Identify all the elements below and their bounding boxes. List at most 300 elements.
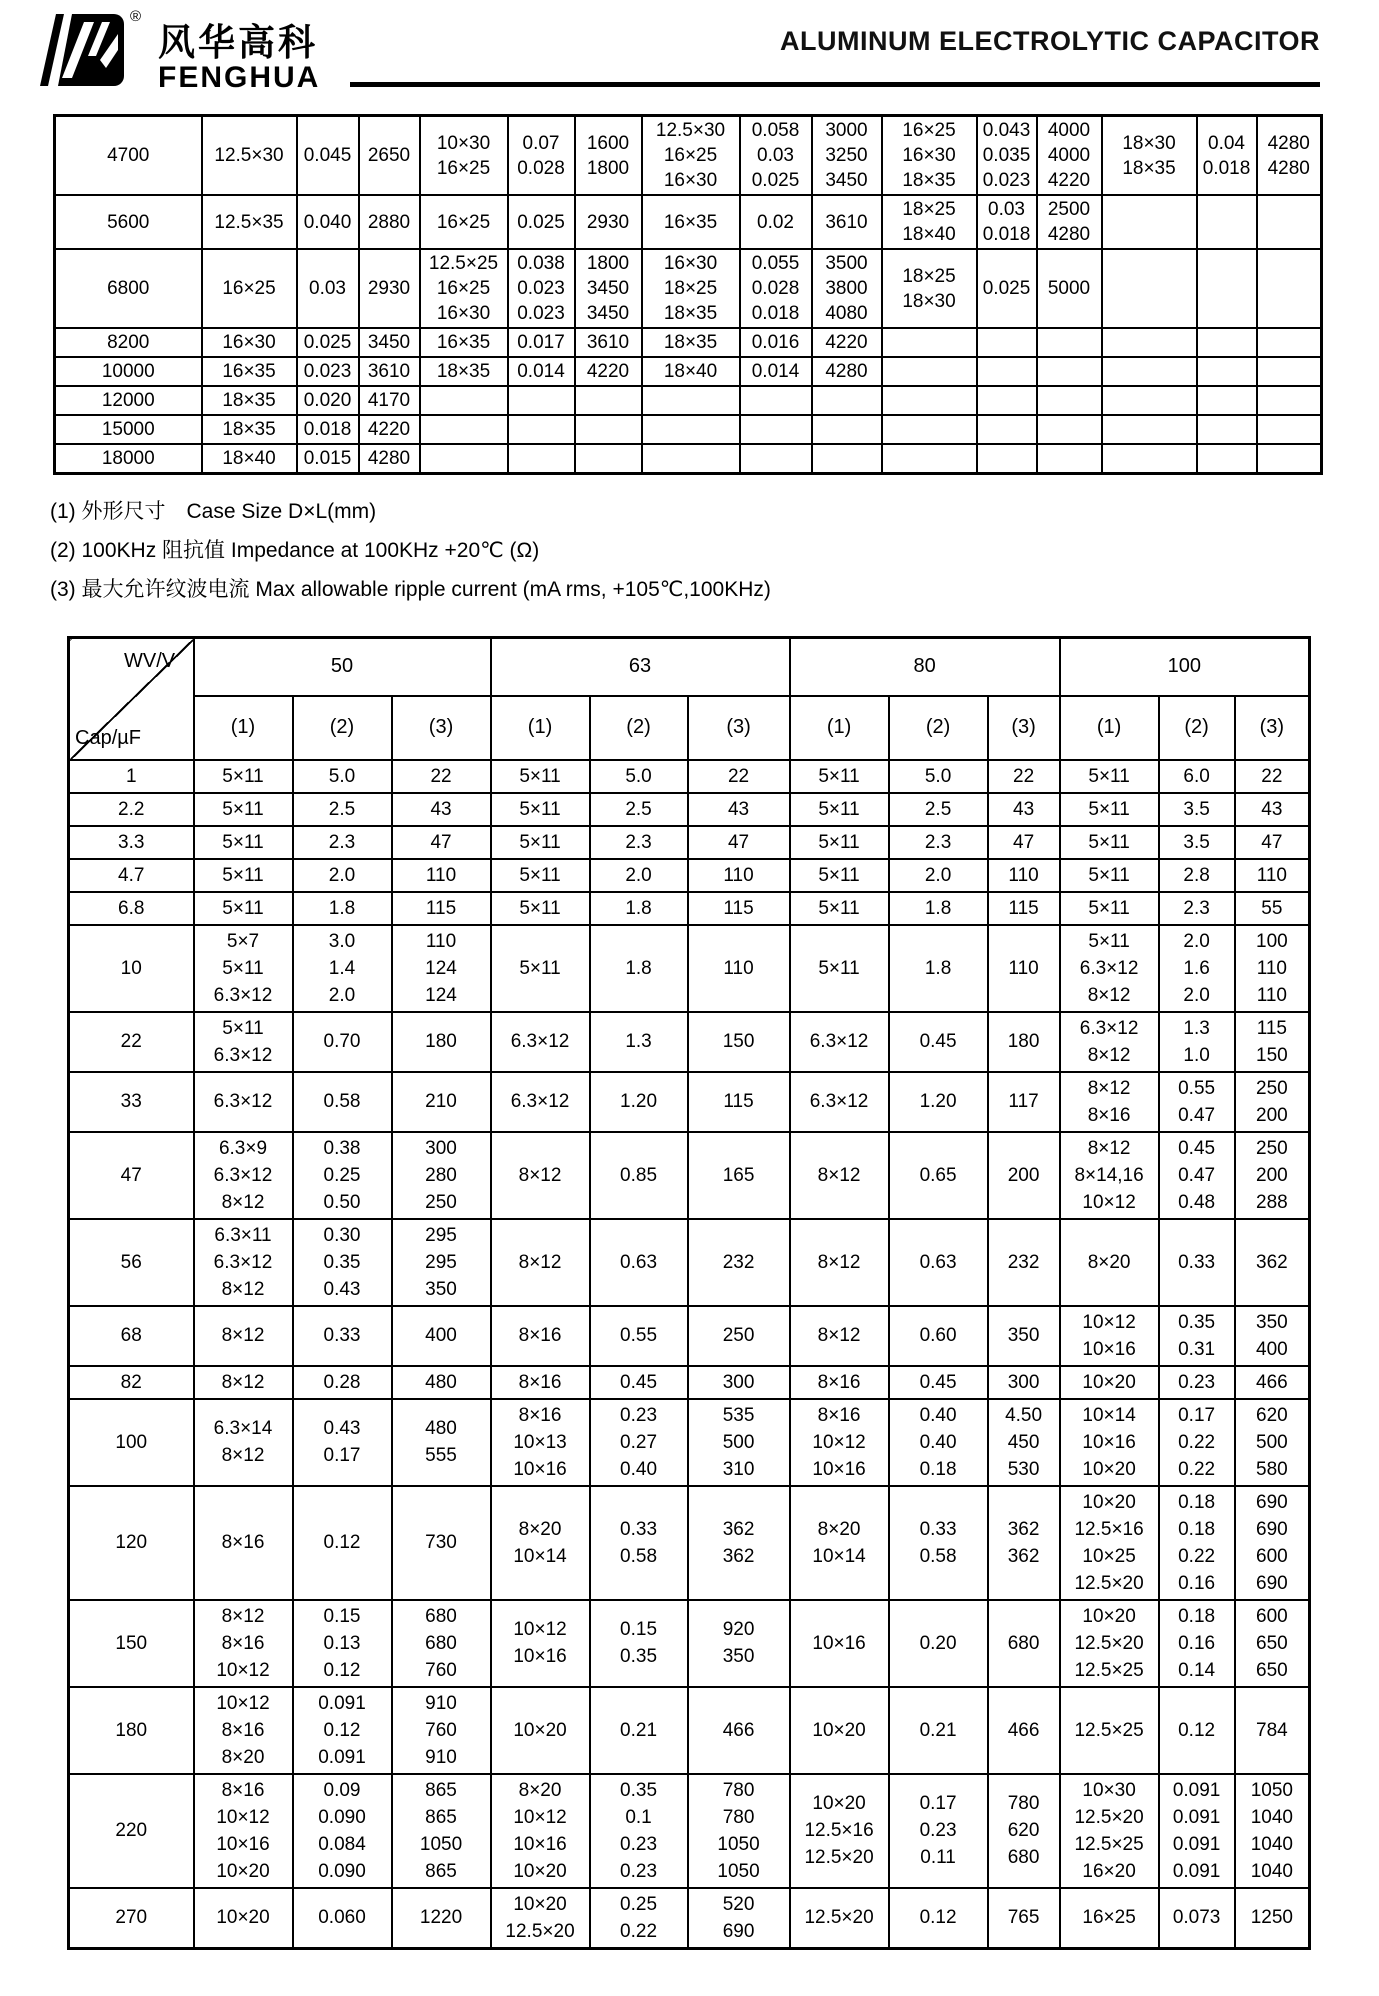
table-cell [1197,249,1257,328]
table-cell: 4170 [359,386,420,415]
table-cell [642,415,740,444]
table-cell: 12.5×25 [1060,1687,1159,1774]
table-cell: 232 [988,1219,1060,1306]
table-cell: 0.35 0.1 0.23 0.23 [590,1774,688,1888]
table-row [69,793,1310,826]
table-row [69,1219,1310,1306]
table-cell: 5×11 [790,925,889,1012]
table-cell: 1.20 [590,1072,688,1132]
table-cell: 18×25 18×30 [882,249,977,328]
table-cell: 8×16 10×12 10×16 10×20 [194,1774,293,1888]
table-cell: 18×35 [202,386,297,415]
table-cell: 600 650 650 [1235,1600,1310,1687]
table-cell: 0.040 [297,195,359,249]
table-cell: 210 [392,1072,491,1132]
table-cell: 47 [688,826,790,859]
table-cell: 0.23 [1159,1366,1235,1399]
table-cell: 0.15 0.13 0.12 [293,1600,392,1687]
table-cell: 10×14 10×16 10×20 [1060,1399,1159,1486]
table-cell: 5×11 [194,826,293,859]
page-header [40,8,1320,110]
table-cell: 1.8 [590,892,688,925]
table-cell: 232 [688,1219,790,1306]
table-row [55,386,1322,415]
capacitance-cell: 180 [69,1687,194,1774]
table-cell: 2.5 [889,793,988,826]
table-cell: 0.55 [590,1306,688,1366]
table-cell: 362 [1235,1219,1310,1306]
table-cell: 110 124 124 [392,925,491,1012]
table-cell: 2.0 1.6 2.0 [1159,925,1235,1012]
capacitance-cell: 56 [69,1219,194,1306]
table-cell [1102,249,1197,328]
table-cell: 2500 4280 [1037,195,1102,249]
subheader-cell: (2) [590,696,688,760]
table-cell: 362 362 [688,1486,790,1600]
capacitance-cell: 120 [69,1486,194,1600]
header-rule [350,82,1320,87]
note-impedance: (2) 100KHz 阻抗值 Impedance at 100KHz +20℃ (Ω) [50,539,540,562]
table-cell: 5×11 [1060,793,1159,826]
table-cell [977,444,1037,474]
table-cell: 0.014 [740,357,812,386]
table-cell: 6.3×12 [194,1072,293,1132]
table-cell [420,415,508,444]
table-cell: 0.018 [297,415,359,444]
table-cell: 0.12 [1159,1687,1235,1774]
table-cell: 780 780 1050 1050 [688,1774,790,1888]
table-cell [882,357,977,386]
table-cell: 3.5 [1159,826,1235,859]
voltage-header-row [69,638,1310,696]
table-cell: 0.015 [297,444,359,474]
table-cell: 250 200 288 [1235,1132,1310,1219]
capacitance-cell: 4700 [55,116,202,196]
table-cell: 5000 [1037,249,1102,328]
table-cell [508,415,575,444]
table-cell: 5×11 [790,793,889,826]
table-cell: 43 [988,793,1060,826]
table-cell: 0.18 0.18 0.22 0.16 [1159,1486,1235,1600]
table-cell: 12.5×30 [202,116,297,196]
table-cell [1102,386,1197,415]
table-cell: 0.63 [590,1219,688,1306]
table-cell [420,444,508,474]
table-cell [1257,357,1322,386]
table-cell [882,444,977,474]
table-row [69,1306,1310,1366]
table-cell: 0.55 0.47 [1159,1072,1235,1132]
cap-table-body [69,760,1310,1949]
table-cell: 4220 [812,328,882,357]
table-cell: 2.0 [590,859,688,892]
capacitance-cell: 3.3 [69,826,194,859]
table-cell [1257,415,1322,444]
table-cell: 2930 [575,195,642,249]
table-cell: 8×12 8×16 [1060,1072,1159,1132]
table-cell [740,386,812,415]
table-cell: 5×11 [491,892,590,925]
table-cell: 16×30 18×25 18×35 [642,249,740,328]
subheader-cell: (2) [889,696,988,760]
table-cell: 18×35 [642,328,740,357]
capacitance-cell: 8200 [55,328,202,357]
subheader-cell: (3) [1235,696,1310,760]
table-cell: 0.33 [293,1306,392,1366]
table-cell: 5×11 [1060,760,1159,793]
table-cell: 5×11 [491,760,590,793]
table-cell: 10×30 12.5×20 12.5×25 16×20 [1060,1774,1159,1888]
table-cell: 5×11 [491,793,590,826]
table-cell: 2.5 [293,793,392,826]
top-table-body [55,116,1322,474]
table-cell: 10×30 16×25 [420,116,508,196]
capacitance-cell: 6800 [55,249,202,328]
table-cell: 6.3×14 8×12 [194,1399,293,1486]
table-cell: 10×20 [1060,1366,1159,1399]
table-cell: 6.3×12 [491,1072,590,1132]
table-row [69,1600,1310,1687]
table-cell: 3.5 [1159,793,1235,826]
table-cell: 0.85 [590,1132,688,1219]
table-cell: 620 500 580 [1235,1399,1310,1486]
table-row [69,1687,1310,1774]
table-cell: 10×20 12.5×20 [491,1888,590,1949]
table-cell: 6.0 [1159,760,1235,793]
table-cell: 466 [1235,1366,1310,1399]
table-cell: 10×12 10×16 [1060,1306,1159,1366]
table-cell: 0.70 [293,1012,392,1072]
table-cell: 0.091 0.12 0.091 [293,1687,392,1774]
table-cell: 115 [392,892,491,925]
table-cell: 115 [688,1072,790,1132]
table-cell [642,386,740,415]
table-cell: 0.02 [740,195,812,249]
table-cell: 5×7 5×11 6.3×12 [194,925,293,1012]
table-cell: 4220 [359,415,420,444]
table-cell: 480 555 [392,1399,491,1486]
table-cell [977,328,1037,357]
table-cell: 8×16 10×12 10×16 [790,1399,889,1486]
table-cell [1102,415,1197,444]
table-cell: 5×11 [790,760,889,793]
table-cell: 2.8 [1159,859,1235,892]
table-cell: 0.40 0.40 0.18 [889,1399,988,1486]
table-cell: 1250 [1235,1888,1310,1949]
capacitance-cell: 10000 [55,357,202,386]
table-cell: 150 [688,1012,790,1072]
fenghua-logo-mark [40,10,128,90]
table-cell [1257,249,1322,328]
table-cell [812,444,882,474]
table-cell: 4280 4280 [1257,116,1322,196]
table-cell: 5×11 [1060,892,1159,925]
table-cell [1037,328,1102,357]
table-cell: 1.8 [293,892,392,925]
table-cell [1197,195,1257,249]
table-cell [1102,444,1197,474]
table-cell: 2650 [359,116,420,196]
table-cell: 6.3×12 8×12 [1060,1012,1159,1072]
table-cell: 0.33 0.58 [590,1486,688,1600]
table-cell: 920 350 [688,1600,790,1687]
subheader-row [69,696,1310,760]
capacitance-cell: 5600 [55,195,202,249]
notes-block [50,499,1379,602]
table-row [69,925,1310,1012]
table-cell: 0.025 [297,328,359,357]
table-cell: 5×11 [790,826,889,859]
table-cell: 250 200 [1235,1072,1310,1132]
table-cell: 4.50 450 530 [988,1399,1060,1486]
table-cell: 8×12 [491,1219,590,1306]
capacitance-cell: 68 [69,1306,194,1366]
table-cell: 3000 3250 3450 [812,116,882,196]
table-cell: 2.3 [293,826,392,859]
table-cell: 865 865 1050 865 [392,1774,491,1888]
table-cell: 0.21 [889,1687,988,1774]
table-cell: 12.5×25 16×25 16×30 [420,249,508,328]
table-cell: 0.45 [889,1012,988,1072]
subheader-cell: (3) [988,696,1060,760]
capacitance-cell: 100 [69,1399,194,1486]
table-cell: 12.5×20 [790,1888,889,1949]
table-cell: 180 [392,1012,491,1072]
table-cell: 16×25 [1060,1888,1159,1949]
table-cell [1037,386,1102,415]
table-cell: 1.8 [889,925,988,1012]
subheader-cell: (1) [790,696,889,760]
table-cell [1257,444,1322,474]
page-title: ALUMINUM ELECTROLYTIC CAPACITOR [780,26,1320,56]
table-row [55,328,1322,357]
table-cell: 47 [1235,826,1310,859]
table-cell: 0.60 [889,1306,988,1366]
table-cell: 55 [1235,892,1310,925]
table-cell: 1800 3450 3450 [575,249,642,328]
table-cell [575,415,642,444]
table-cell: 4220 [575,357,642,386]
table-cell: 3610 [575,328,642,357]
table-cell: 3610 [359,357,420,386]
table-cell: 8×16 [790,1366,889,1399]
table-cell: 8×12 [790,1132,889,1219]
table-cell [1102,195,1197,249]
top-table [53,114,1323,475]
table-cell: 5×11 [491,826,590,859]
table-cell: 6.3×12 [790,1072,889,1132]
table-row [55,249,1322,328]
table-cell: 8×12 [790,1219,889,1306]
table-cell: 0.09 0.090 0.084 0.090 [293,1774,392,1888]
table-cell: 110 [1235,859,1310,892]
table-cell: 5×11 [194,760,293,793]
table-cell: 6.3×12 [491,1012,590,1072]
table-cell: 8×16 [491,1306,590,1366]
table-cell: 5×11 [790,892,889,925]
table-cell: 100 110 110 [1235,925,1310,1012]
table-cell: 0.43 0.17 [293,1399,392,1486]
table-cell: 47 [392,826,491,859]
table-cell: 5.0 [293,760,392,793]
table-cell [882,328,977,357]
table-cell: 0.023 [297,357,359,386]
table-cell: 10×20 12.5×16 10×25 12.5×20 [1060,1486,1159,1600]
table-cell: 8×16 [194,1486,293,1600]
table-cell: 110 [392,859,491,892]
table-cell [1037,444,1102,474]
subheader-cell: (1) [194,696,293,760]
table-row [69,1399,1310,1486]
table-cell: 0.091 0.091 0.091 0.091 [1159,1774,1235,1888]
capacitance-cell: 2.2 [69,793,194,826]
table-cell: 110 [688,859,790,892]
table-cell [642,444,740,474]
table-row [55,444,1322,474]
table-cell: 295 295 350 [392,1219,491,1306]
table-cell: 1.8 [889,892,988,925]
table-cell: 115 150 [1235,1012,1310,1072]
table-cell: 730 [392,1486,491,1600]
table-row [69,1774,1310,1888]
table-cell [1037,357,1102,386]
table-cell: 2.3 [1159,892,1235,925]
corner-cell [69,638,194,760]
table-cell: 10×12 8×16 8×20 [194,1687,293,1774]
table-cell [420,386,508,415]
table-cell: 2.0 [293,859,392,892]
table-cell [1037,415,1102,444]
table-cell: 0.060 [293,1888,392,1949]
subheader-cell: (2) [293,696,392,760]
table-cell: 0.33 0.58 [889,1486,988,1600]
table-cell [508,444,575,474]
table-cell [740,415,812,444]
table-cell: 0.04 0.018 [1197,116,1257,196]
capacitance-cell: 12000 [55,386,202,415]
table-cell [977,386,1037,415]
table-cell: 250 [688,1306,790,1366]
table-cell: 0.21 [590,1687,688,1774]
table-cell: 0.15 0.35 [590,1600,688,1687]
table-cell: 0.043 0.035 0.023 [977,116,1037,196]
table-cell: 12.5×30 16×25 16×30 [642,116,740,196]
table-cell: 690 690 600 690 [1235,1486,1310,1600]
capacitance-cell: 220 [69,1774,194,1888]
table-cell: 4280 [812,357,882,386]
table-cell: 535 500 310 [688,1399,790,1486]
table-cell [1257,328,1322,357]
table-cell [1197,444,1257,474]
table-cell: 2880 [359,195,420,249]
table-row [55,357,1322,386]
table-cell: 5×11 [194,859,293,892]
table-cell [575,386,642,415]
capacitance-cell: 15000 [55,415,202,444]
table-cell: 300 [688,1366,790,1399]
table-cell: 780 620 680 [988,1774,1060,1888]
table-cell: 3450 [359,328,420,357]
table-cell: 110 [988,859,1060,892]
table-cell: 0.35 0.31 [1159,1306,1235,1366]
table-cell: 18×35 [420,357,508,386]
subheader-cell: (1) [491,696,590,760]
table-cell: 350 [988,1306,1060,1366]
table-row [69,760,1310,793]
brand-name-chinese: 风华高科 [158,22,318,63]
table-cell: 8×20 10×14 [790,1486,889,1600]
table-cell: 300 [988,1366,1060,1399]
table-cell: 117 [988,1072,1060,1132]
table-cell: 43 [392,793,491,826]
table-cell: 43 [1235,793,1310,826]
table-cell: 0.073 [1159,1888,1235,1949]
table-cell: 0.58 [293,1072,392,1132]
table-cell: 0.45 0.47 0.48 [1159,1132,1235,1219]
table-cell: 520 690 [688,1888,790,1949]
table-cell: 350 400 [1235,1306,1310,1366]
capacitance-cell: 270 [69,1888,194,1949]
table-cell: 0.03 [297,249,359,328]
table-cell: 0.20 [889,1600,988,1687]
table-row [69,1366,1310,1399]
table-cell: 47 [988,826,1060,859]
table-cell: 16×35 [642,195,740,249]
table-cell [1197,357,1257,386]
table-cell: 300 280 250 [392,1132,491,1219]
table-row [55,195,1322,249]
table-cell: 8×20 10×14 [491,1486,590,1600]
table-cell: 110 [988,925,1060,1012]
table-cell: 0.33 [1159,1219,1235,1306]
table-cell: 1220 [392,1888,491,1949]
table-cell [977,357,1037,386]
table-cell [740,444,812,474]
table-cell [1102,357,1197,386]
table-cell: 115 [988,892,1060,925]
table-cell: 0.020 [297,386,359,415]
voltage-header-cell: 50 [194,638,491,696]
table-cell [1257,386,1322,415]
table-cell: 2.3 [590,826,688,859]
table-cell [575,444,642,474]
table-cell: 16×25 16×30 18×35 [882,116,977,196]
table-cell: 8×12 8×16 10×12 [194,1600,293,1687]
table-cell [1257,195,1322,249]
table-cell: 22 [1235,760,1310,793]
subheader-cell: (3) [392,696,491,760]
table-cell: 0.045 [297,116,359,196]
table-cell [812,415,882,444]
table-row [69,1012,1310,1072]
table-cell: 10×20 12.5×20 12.5×25 [1060,1600,1159,1687]
table-cell: 16×35 [420,328,508,357]
table-cell: 400 [392,1306,491,1366]
table-row [69,859,1310,892]
table-cell: 8×16 10×13 10×16 [491,1399,590,1486]
table-cell: 18×35 [202,415,297,444]
table-cell [977,415,1037,444]
cap-table [67,636,1311,1950]
table-cell: 22 [392,760,491,793]
table-cell: 0.12 [293,1486,392,1600]
table-cell: 784 [1235,1687,1310,1774]
table-cell: 1.3 [590,1012,688,1072]
table-cell: 0.45 [590,1366,688,1399]
table-cell: 0.45 [889,1366,988,1399]
table-row [69,892,1310,925]
table-cell: 5.0 [889,760,988,793]
